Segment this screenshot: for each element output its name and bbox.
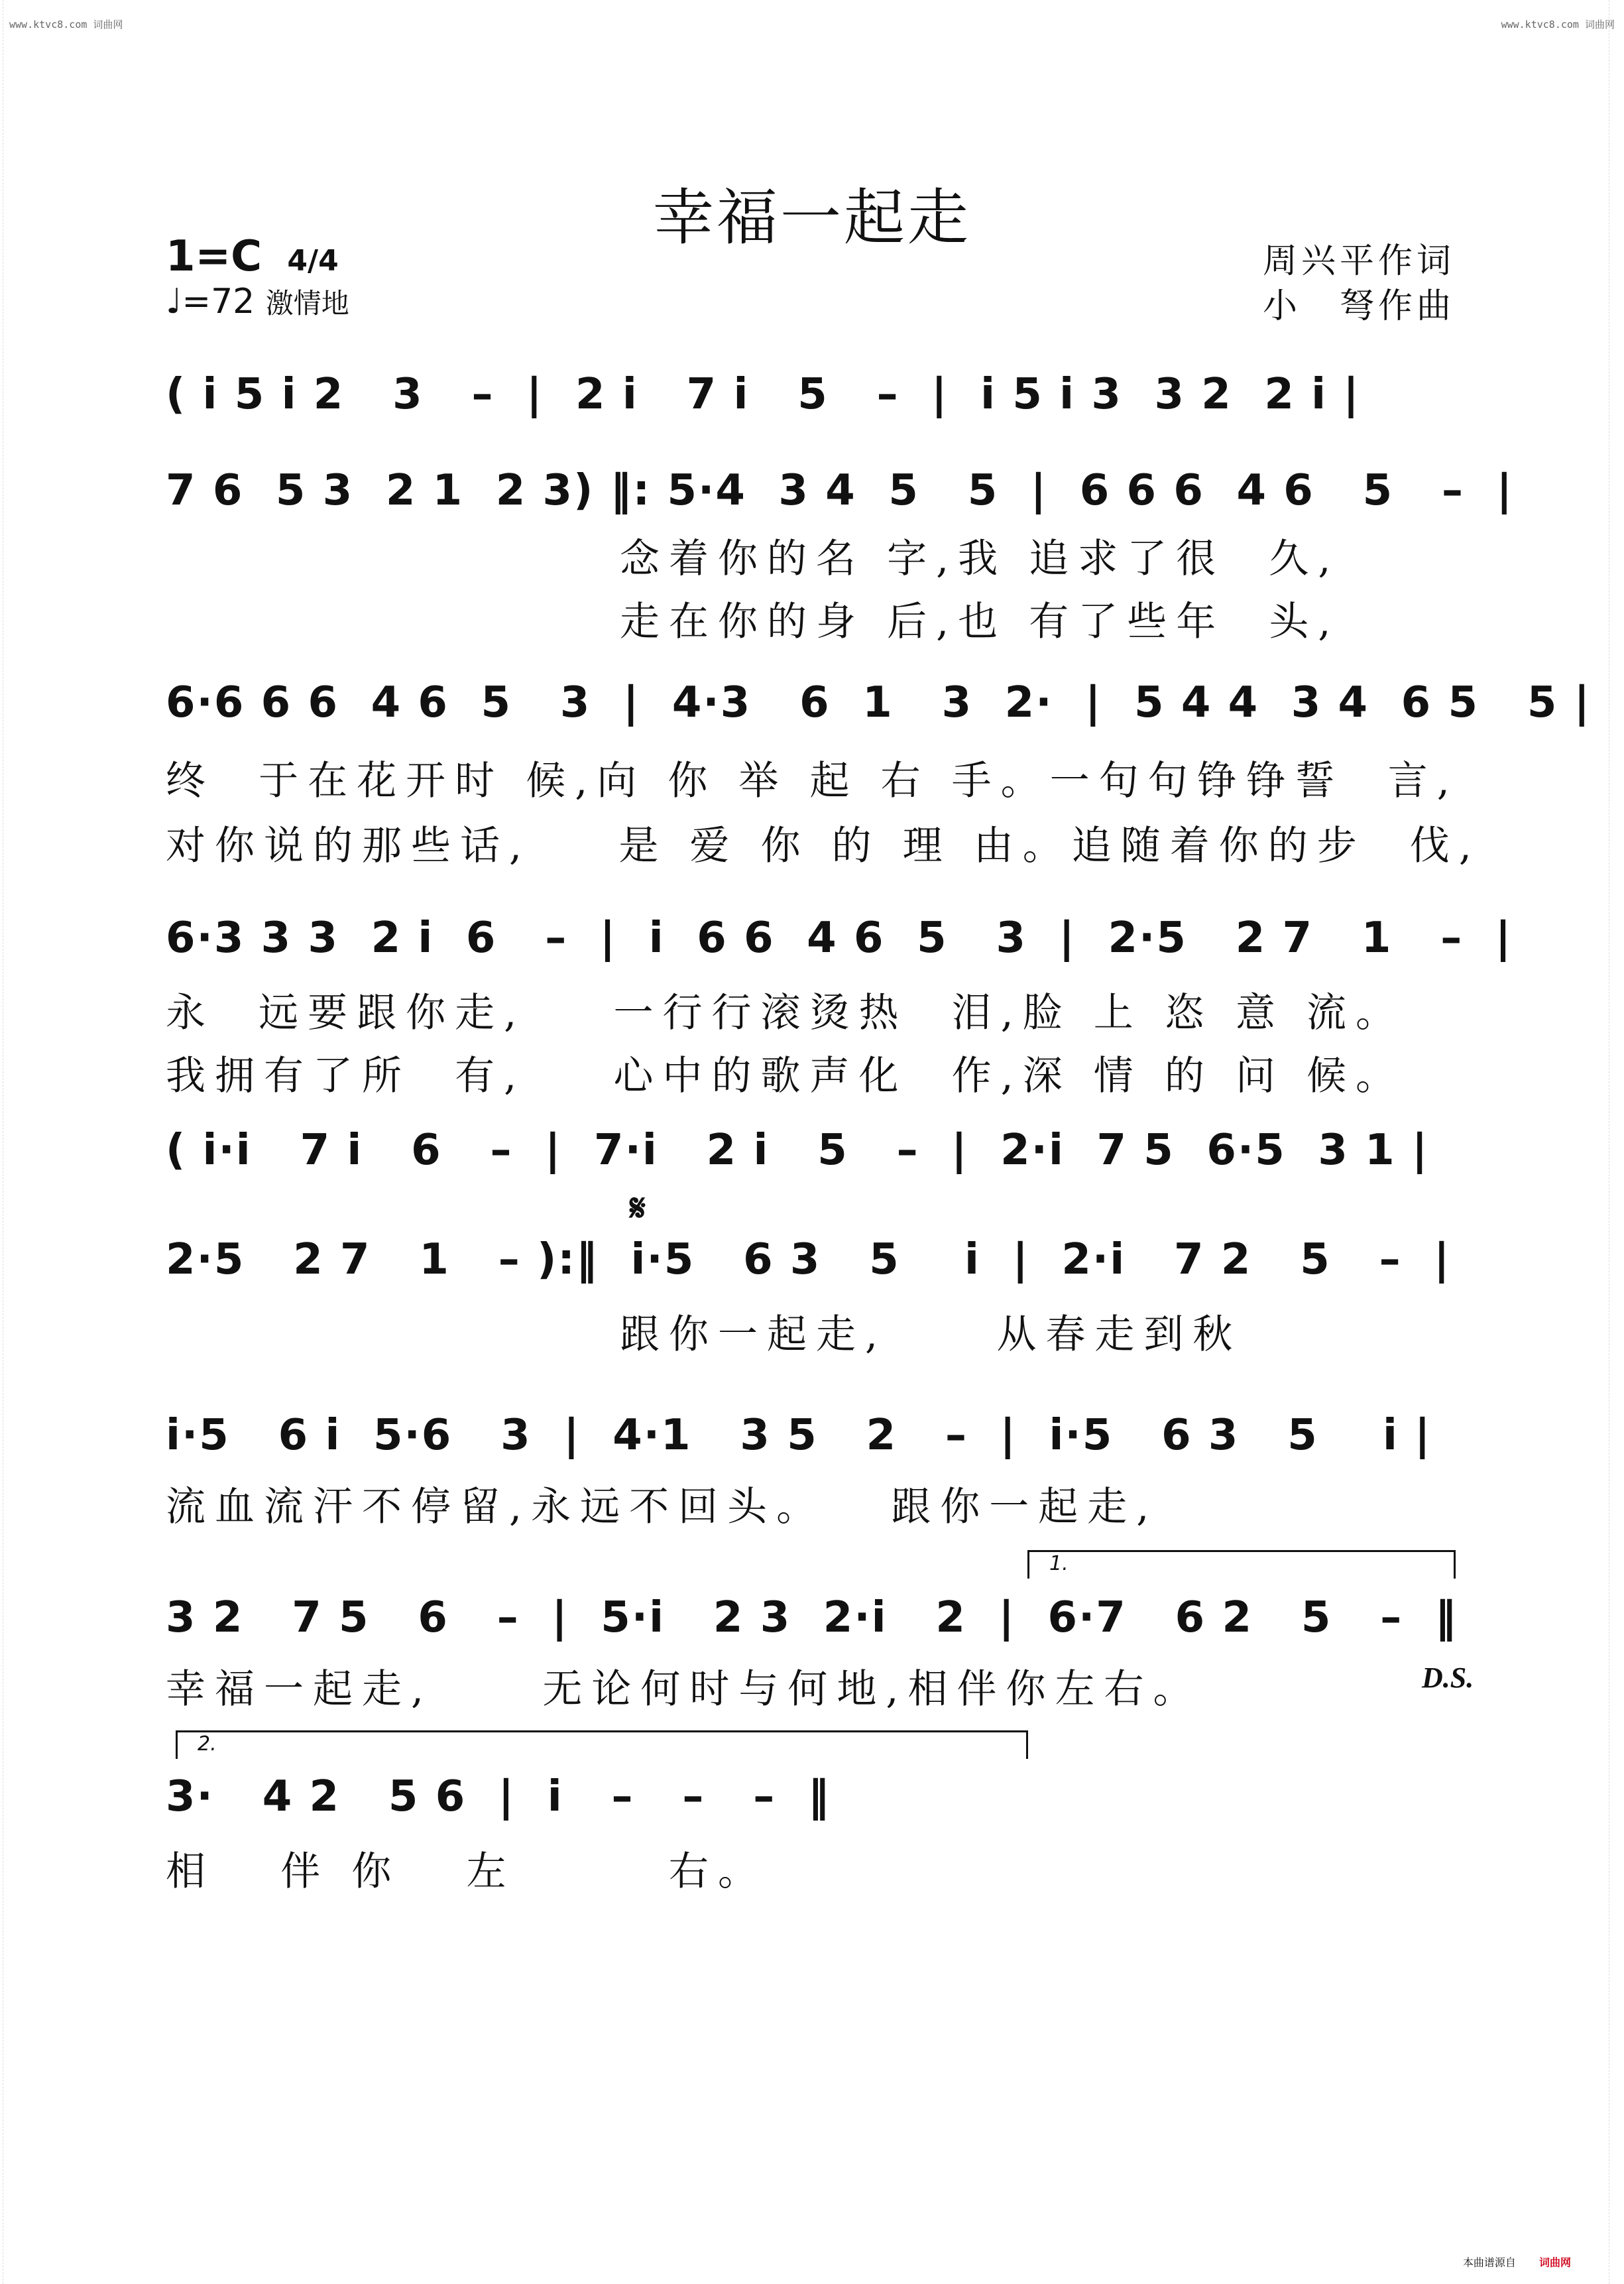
notation-line: i·5 6 i 5·6 3 | 4·1 3 5 2 – | i·5 6 3 5 i |	[166, 1411, 1432, 1460]
left-margin-strip	[3, 0, 15, 2284]
staff-row-1	[166, 358, 1462, 431]
dal-segno-mark: D.S.	[1422, 1661, 1474, 1694]
lyric-line: 走在你的身 后,也 有了些年 头,	[620, 599, 1340, 645]
footer-source-label: 本曲谱源自	[1462, 2256, 1516, 2269]
notation-line: ( i 5 i 2 3 – | 2 i 7 i 5 – | i 5 i 3 3 2 2 i |	[166, 370, 1360, 419]
key-signature	[166, 232, 339, 281]
volta-1-label: 1.	[1049, 1552, 1069, 1575]
notation-line: 3· 4 2 5 6 | i – – – ‖	[166, 1772, 831, 1821]
footer-site-label[interactable]: 词曲网	[1538, 2256, 1571, 2269]
volta-first-ending	[1027, 1550, 1456, 1579]
composer: 小 弩作曲	[1262, 286, 1455, 326]
tempo-expression: 激情地	[265, 287, 349, 320]
lyric-line: 跟你一起走, 从春走到秋	[620, 1311, 1242, 1358]
segno-sign: 𝄋	[630, 1187, 646, 1230]
time-signature: 4/4	[287, 244, 339, 278]
site-header-right: www.ktvc8.com 词曲网	[1501, 19, 1615, 30]
tempo-value: ♩=72	[166, 282, 255, 322]
site-header-left: www.ktvc8.com 词曲网	[9, 19, 123, 30]
lyric-line: 幸福一起走, 无论何时与何地,相伴你左右。	[166, 1666, 1202, 1713]
staff-row-3	[166, 666, 1591, 739]
staff-row-4	[166, 902, 1513, 975]
right-margin-strip	[1609, 0, 1621, 2284]
notation-line: 3 2 7 5 6 – | 5·i 2 3 2·i 2 | 6·7 6 2 5 – ‖	[166, 1593, 1458, 1642]
staff-row-2	[166, 454, 1513, 527]
staff-row-9	[166, 1760, 1462, 1833]
notation-line: 6·3 3 3 2 i 6 – | i 6 6 4 6 5 3 | 2·5 2 7 1 – |	[166, 914, 1513, 963]
staff-row-5	[166, 1114, 1462, 1187]
lyric-line: 永 远要跟你走, 一行行滚烫热 泪,脸 上 恣 意 流。	[166, 990, 1405, 1036]
staff-row-8	[166, 1581, 1462, 1654]
staff-row-7	[166, 1399, 1462, 1472]
notation-line: 7 6 5 3 2 1 2 3) ‖: 5·4 3 4 5 5 | 6 6 6 4 6 5 – |	[166, 466, 1513, 515]
notation-line: 2·5 2 7 1 – ):‖ i·5 6 3 5 i | 2·i 7 2 5 – |	[166, 1235, 1451, 1284]
volta-2-label: 2.	[198, 1732, 217, 1756]
lyric-line: 我拥有了所 有, 心中的歌声化 作,深 情 的 问 候。	[166, 1053, 1405, 1099]
notation-line: 6·6 6 6 4 6 5 3 | 4·3 6 1 3 2· | 5 4 4 3 4 6 5 5 |	[166, 678, 1591, 727]
lyric-line: 念着你的名 字,我 追求了很 久,	[620, 536, 1340, 582]
lyric-line: 流血流汗不停留,永远不回头。 跟你一起走,	[166, 1484, 1159, 1530]
credits	[1263, 239, 1455, 329]
staff-row-6	[166, 1223, 1462, 1296]
song-title: 幸福一起走	[652, 182, 971, 253]
tempo-marking	[166, 282, 349, 322]
footer-source	[1463, 2254, 1571, 2269]
volta-second-ending	[176, 1730, 1028, 1759]
notation-line: ( i·i 7 i 6 – | 7·i 2 i 5 – | 2·i 7 5 6·5 3 1 |	[166, 1126, 1429, 1175]
lyric-line: 对你说的那些话, 是 爱 你 的 理 由。追随着你的步 伐,	[166, 823, 1481, 869]
key-label: 1=C	[166, 232, 262, 281]
lyric-line: 终 于在花开时 候,向 你 举 起 右 手。一句句铮铮誓 言,	[166, 758, 1459, 804]
lyric-line: 相 伴 你 左 右。	[166, 1848, 768, 1895]
lyricist: 周兴平作词	[1262, 241, 1455, 281]
